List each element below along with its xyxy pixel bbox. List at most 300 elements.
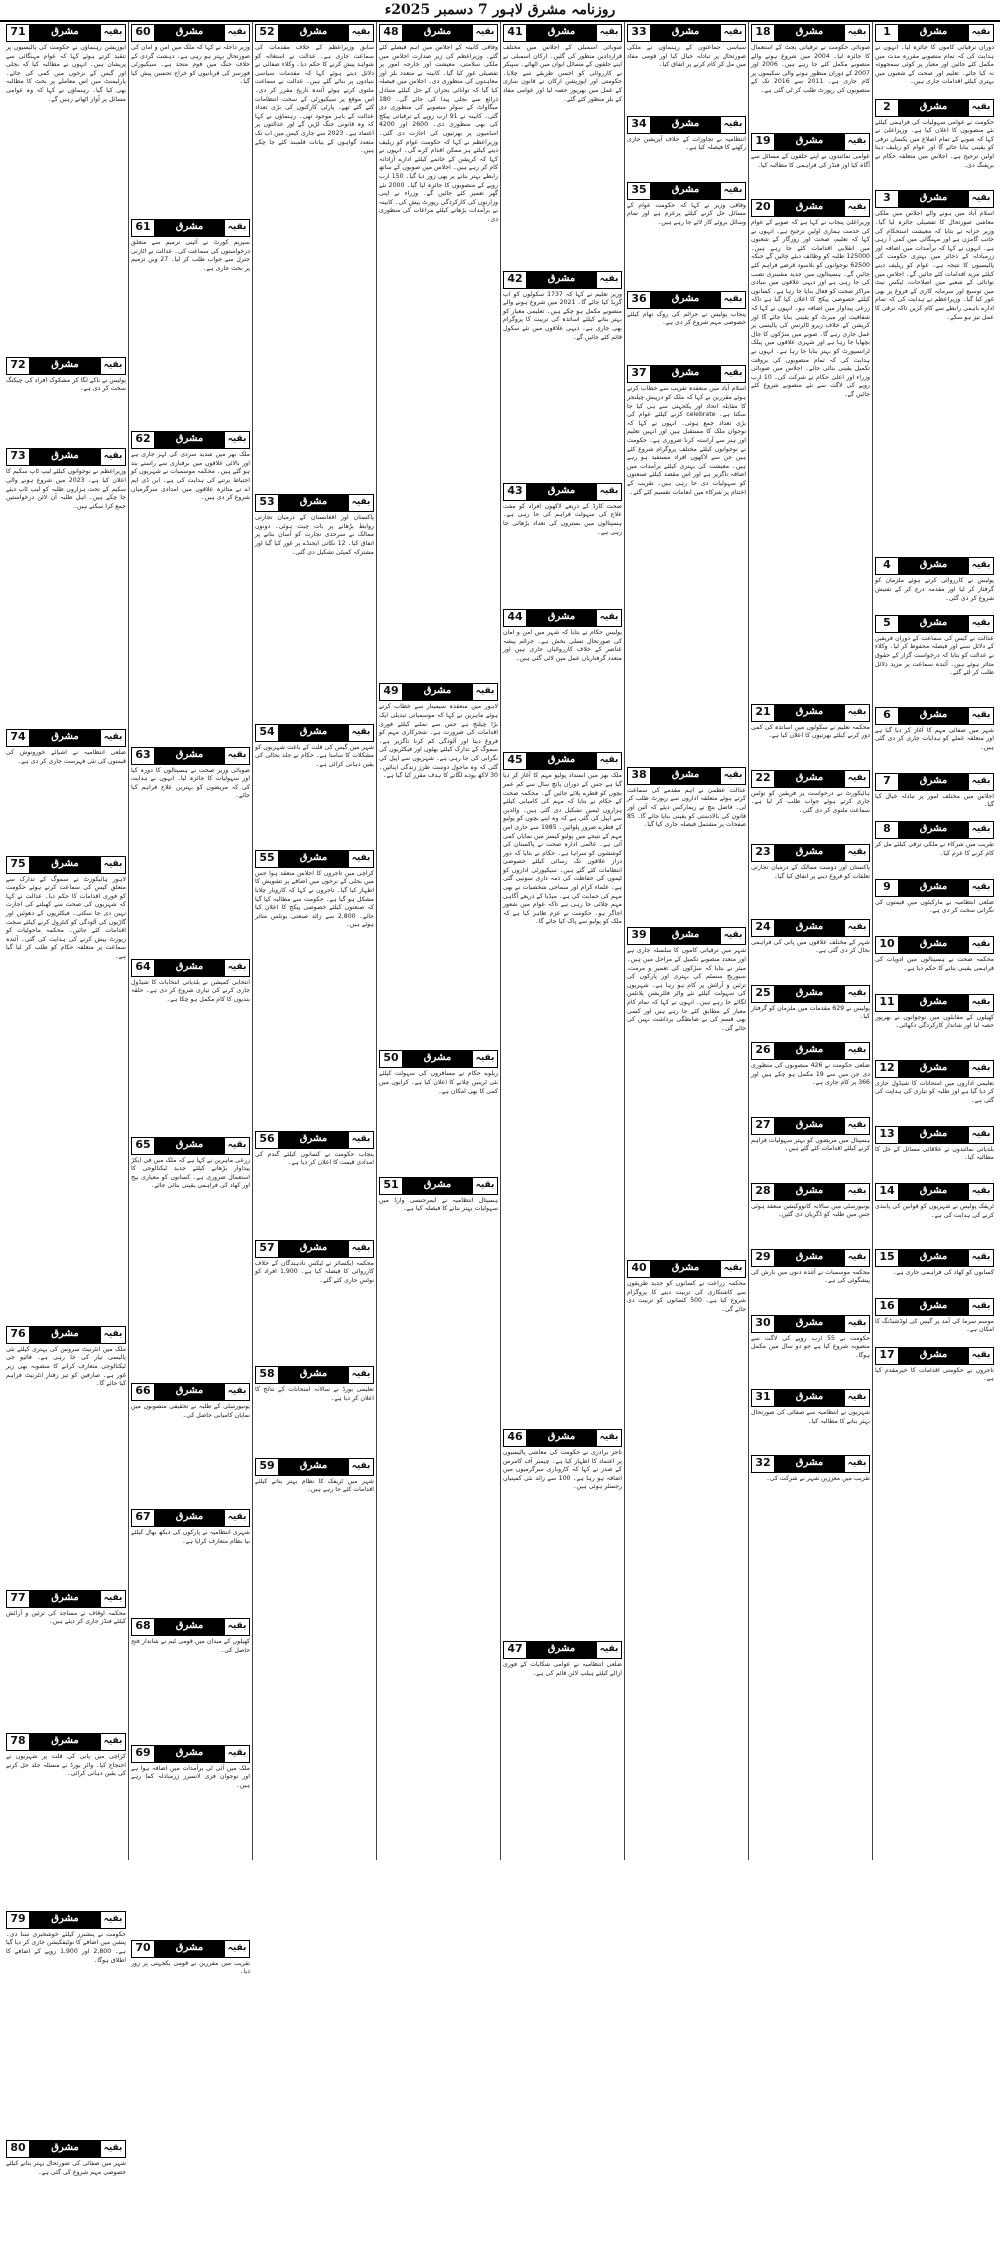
- article-text: بلدیاتی نمائندوں نے علاقائی مسائل کے حل کا مطالبہ کیا۔: [875, 1145, 994, 1162]
- baqiya-label: بقیہ: [472, 684, 497, 700]
- mashriq-label: مشرق: [775, 1043, 844, 1059]
- continuation-number: 4: [876, 558, 899, 574]
- mashriq-label: مشرق: [899, 774, 968, 790]
- baqiya-label: بقیہ: [720, 366, 745, 382]
- continuation-header: [255, 724, 374, 742]
- article-text: سابق وزیراعظم کے خلاف مقدمات کی سماعت جاری ہے۔ عدالت نے استغاثہ کو شواہد پیش کرنے کا حکم دیا۔ وکلاء صفائی نے دلائل دیتے ہوئے کہا کہ مقدمات سیاسی بنیادوں پر بنائے گئے ہیں۔ عدالت نے سماعت ملتوی کرتے ہوئے آئندہ تاریخ مقرر کر دی۔ اس موقع پر سیکیورٹی کے سخت انتظامات کئے گئے تھے۔ پارٹی کارکنوں کی بڑی تعداد عدالت کے باہر موجود تھی۔ رہنماؤں نے کہا کہ وہ قانونی جنگ لڑیں گے اور عدالتوں پر اعتماد ہے۔ 2023 سے جاری کیس میں اب تک متعدد گواہوں کے بیانات قلمبند کئے جا چکے ہیں۔: [255, 44, 374, 155]
- continuation-header: [875, 773, 994, 791]
- continuation-block: [751, 1389, 870, 1452]
- continuation-block: [751, 770, 870, 842]
- continuation-block: [875, 1126, 994, 1180]
- continuation-block: [875, 1060, 994, 1123]
- mashriq-label: مشرق: [30, 25, 100, 41]
- article-text: پولیس حکام نے بتایا کہ شہر میں امن و امان کی صورتحال تسلی بخش ہے۔ جرائم پیشہ عناصر کے خلاف کارروائیاں جاری ہیں اور متعدد گرفتاریاں عمل میں لائی گئی ہیں۔: [503, 628, 622, 662]
- continuation-block: [503, 752, 622, 1426]
- continuation-number: 59: [256, 1459, 279, 1475]
- continuation-block: [751, 844, 870, 916]
- continuation-block: [379, 1177, 498, 1283]
- continuation-header: [503, 1429, 622, 1447]
- newspaper-page: [4, 22, 996, 2176]
- mashriq-label: مشرق: [30, 730, 100, 746]
- continuation-block: [255, 1366, 374, 1455]
- article-text: سیاسی جماعتوں کے رہنماؤں نے ملکی صورتحال پر تبادلہ خیال کیا اور قومی مفاد میں مل کر کام کرنے پر اتفاق کیا۔: [627, 44, 746, 69]
- continuation-block: [503, 483, 622, 606]
- article-text: وزیراعلیٰ پنجاب نے کہا ہے کہ صوبے کے عوام کی خدمت ہماری اولین ترجیح ہے۔ انہوں نے کہا کہ تعلیم، صحت اور روزگار کے شعبوں میں انقلابی اقدامات کئے جا رہے ہیں۔ 125000 طلبہ کو وظائف دیئے جائیں گے جبکہ 62500 نوجوانوں کو بلاسود قرضے فراہم کئے جائیں گے۔ ہسپتالوں میں جدید مشینری نصب کی جا رہی ہے اور دیہی علاقوں میں بنیادی مراکز صحت کو فعال بنایا جا رہا ہے۔ کسانوں کیلئے خصوصی پیکج کا اعلان کیا گیا ہے تاکہ زرعی پیداوار میں اضافہ ہو۔ انہوں نے کہا کہ شفافیت اور میرٹ کو یقینی بنایا جائے گا اور کرپشن کے خلاف زیرو ٹالرنس کی پالیسی پر عمل جاری رہے گا۔ صوبے میں سڑکوں کا جال بچھایا جا رہا ہے اور شہری علاقوں میں پبلک ٹرانسپورٹ کو بہتر بنایا جا رہا ہے۔ انہوں نے ہدایت کی کہ تمام منصوبوں کی بروقت تکمیل یقینی بنائی جائے۔ اجلاس میں صوبائی وزراء اور اعلیٰ حکام نے شرکت کی۔ 10 ارب روپے کی لاگت سے نئے منصوبے شروع کئے جائیں گے۔: [751, 219, 871, 398]
- continuation-number: 69: [132, 1746, 155, 1762]
- continuation-number: 11: [876, 995, 899, 1011]
- continuation-header: [131, 24, 250, 42]
- continuation-header: [6, 2140, 126, 2158]
- continuation-number: 30: [752, 1316, 775, 1332]
- continuation-header: [751, 1183, 870, 1201]
- article-text: محکمہ صحت نے ہسپتالوں میں ادویات کی فراہمی یقینی بنانے کا حکم دیا ہے۔: [875, 956, 994, 972]
- continuation-header: [6, 1911, 126, 1929]
- baqiya-label: بقیہ: [844, 1118, 869, 1134]
- continuation-header: [751, 1389, 870, 1407]
- mashriq-label: مشرق: [775, 1184, 844, 1200]
- baqiya-label: بقیہ: [224, 220, 249, 236]
- mashriq-label: مشرق: [775, 1390, 844, 1406]
- article-text: تعلیمی بورڈ نے سالانہ امتحانات کے نتائج کا اعلان کر دیا ہے۔: [255, 1385, 374, 1402]
- news-column: [376, 22, 500, 1860]
- mashriq-label: مشرق: [899, 937, 968, 953]
- continuation-number: 36: [628, 292, 651, 308]
- continuation-number: 17: [876, 1348, 899, 1364]
- baqiya-label: بقیہ: [844, 1390, 869, 1406]
- continuation-block: [875, 821, 994, 875]
- article-text: ریلوے حکام نے مسافروں کی سہولت کیلئے نئی ٹرینیں چلانے کا اعلان کیا ہے۔ کرایوں میں کمی کا بھی امکان ہے۔: [379, 1070, 498, 1095]
- baqiya-label: بقیہ: [844, 1250, 869, 1266]
- baqiya-label: بقیہ: [844, 1043, 869, 1059]
- article-text: صوبائی وزیر صحت نے ہسپتالوں کا دورہ کیا اور سہولیات کا جائزہ لیا۔ انہوں نے ہدایت کی کہ مریضوں کو بہترین علاج فراہم کیا جائے۔: [131, 766, 250, 800]
- mashriq-label: مشرق: [775, 1250, 844, 1266]
- article-text: انتظامیہ نے تجاوزات کے خلاف آپریشن جاری رکھنے کا فیصلہ کیا ہے۔: [627, 135, 746, 152]
- baqiya-label: بقیہ: [968, 25, 993, 41]
- continuation-number: 52: [256, 25, 279, 41]
- article-text: اسلام آباد میں منعقدہ تقریب سے خطاب کرتے ہوئے مقررین نے کہا کہ ملک کو درپیش چیلنجز کا مقابلہ اتحاد اور یکجہتی سے ہی کیا جا سکتا ہے۔ celebrate کرنے کیلئے عوام کی بڑی تعداد جمع ہوئی۔ انہوں نے کہا کہ نوجوان ملک کا مستقبل ہیں اور انہیں تعلیم اور ہنر سے آراستہ کرنا ضروری ہے۔ حکومت نے نوجوانوں کیلئے مختلف پروگرام شروع کئے ہیں جن سے لاکھوں افراد مستفید ہو رہے ہیں۔ معیشت کی بہتری کیلئے برآمدات میں اضافہ ناگزیر ہے اور اس مقصد کیلئے صنعتوں کو سہولیات دی جا رہی ہیں۔ تقریب کے اختتام پر شرکاء میں انعامات تقسیم کئے گئے۔: [627, 385, 746, 496]
- article-text: موسم سرما کی آمد پر گیس کی لوڈشیڈنگ کا امکان ہے۔: [875, 1317, 994, 1334]
- continuation-header: [751, 1315, 870, 1333]
- continuation-header: [751, 985, 870, 1003]
- baqiya-label: بقیہ: [348, 851, 373, 867]
- continuation-number: 29: [752, 1250, 775, 1266]
- continuation-number: 47: [504, 1642, 527, 1658]
- news-column: [624, 22, 748, 1860]
- baqiya-label: بقیہ: [844, 200, 869, 216]
- continuation-header: [255, 494, 374, 512]
- article-text: کراچی میں تاجروں کا اجلاس منعقد ہوا جس میں بجلی کے نرخوں میں اضافے پر تشویش کا اظہار کیا گیا۔ تاجروں نے کہا کہ کاروبار چلانا مشکل ہو گیا ہے۔ حکومت سے مطالبہ کیا گیا کہ صنعتوں کیلئے خصوصی پیکج کا اعلان کیا جائے۔ 2,800 سے زائد صنعتی یونٹس متاثر ہوئے ہیں۔: [255, 869, 374, 929]
- article-text: ضلعی انتظامیہ نے عوامی شکایات کے فوری ازالے کیلئے ہیلپ لائن قائم کی ہے۔: [503, 1661, 622, 1677]
- baqiya-label: بقیہ: [100, 730, 125, 746]
- mashriq-label: مشرق: [775, 986, 844, 1002]
- mashriq-label: مشرق: [899, 1299, 968, 1315]
- baqiya-label: بقیہ: [348, 1241, 373, 1257]
- continuation-block: [255, 1131, 374, 1237]
- continuation-header: [627, 365, 746, 383]
- continuation-number: 71: [7, 25, 30, 41]
- mashriq-label: مشرق: [899, 995, 968, 1011]
- continuation-number: 65: [132, 1138, 155, 1154]
- continuation-number: 51: [380, 1178, 403, 1194]
- baqiya-label: بقیہ: [720, 117, 745, 133]
- baqiya-label: بقیہ: [968, 1299, 993, 1315]
- article-text: سپریم کورٹ نے آئینی ترمیم سے متعلق درخواستوں کی سماعت کی۔ عدالت نے اٹارنی جنرل سے جواب طلب کر لیا۔ 27 ویں ترمیم پر بحث جاری ہے۔: [131, 239, 250, 272]
- continuation-header: [131, 959, 250, 977]
- baqiya-label: بقیہ: [968, 1348, 993, 1364]
- continuation-header: [131, 1618, 250, 1636]
- continuation-block: [255, 724, 374, 847]
- baqiya-label: بقیہ: [348, 25, 373, 41]
- continuation-header: [255, 1458, 374, 1476]
- baqiya-label: بقیہ: [720, 292, 745, 308]
- continuation-block: [751, 1455, 870, 1492]
- mashriq-label: مشرق: [30, 1327, 100, 1343]
- baqiya-label: بقیہ: [968, 558, 993, 574]
- article-text: ہسپتال انتظامیہ نے ایمرجنسی وارڈ میں سہولیات بہتر بنانے کا فیصلہ کیا ہے۔: [379, 1196, 498, 1213]
- continuation-block: [875, 879, 994, 933]
- continuation-block: [131, 959, 250, 1134]
- mashriq-label: مشرق: [527, 753, 596, 769]
- baqiya-label: بقیہ: [100, 358, 125, 374]
- baqiya-label: بقیہ: [968, 100, 993, 116]
- baqiya-label: بقیہ: [844, 845, 869, 861]
- baqiya-label: بقیہ: [348, 1367, 373, 1383]
- continuation-number: 46: [504, 1430, 527, 1446]
- continuation-header: [503, 24, 622, 42]
- continuation-block: [6, 24, 126, 354]
- article-text: محکمہ تعلیم نے سکولوں میں اساتذہ کی کمی دور کرنے کیلئے بھرتیوں کا اعلان کیا ہے۔: [751, 723, 870, 740]
- continuation-block: [751, 1042, 870, 1114]
- continuation-number: 2: [876, 100, 899, 116]
- mashriq-label: مشرق: [30, 1591, 100, 1607]
- continuation-header: [751, 1117, 870, 1135]
- continuation-number: 45: [504, 753, 527, 769]
- mashriq-label: مشرق: [899, 1250, 968, 1266]
- news-column: [500, 22, 624, 1860]
- mashriq-label: مشرق: [155, 1138, 224, 1154]
- article-text: شہر کے مختلف علاقوں میں پانی کی فراہمی بحال کر دی گئی ہے۔: [751, 938, 870, 955]
- baqiya-label: بقیہ: [720, 25, 745, 41]
- article-text: حکومت نے پنشنرز کیلئے خوشخبری سنا دی۔ پنشن میں اضافے کا نوٹیفکیشن جاری کر دیا گیا ہے۔ 2,800 اور 1,900 روپے کے اضافے کا اطلاق ہوگا۔: [6, 1930, 126, 1964]
- article-text: زرعی ماہرین نے کہا ہے کہ ملک میں فی ایکڑ پیداوار بڑھانے کیلئے جدید ٹیکنالوجی کا استعمال ضروری ہے۔ کسانوں کو معیاری بیج اور کھاد کی فراہمی یقینی بنائی جائے۔: [131, 1156, 250, 1190]
- article-text: ملک میں آئی ٹی برآمدات میں اضافہ ہوا ہے اور نوجوان فری لانسرز زرمبادلہ کما رہے ہیں۔: [131, 1764, 250, 1789]
- continuation-number: 31: [752, 1390, 775, 1406]
- baqiya-label: بقیہ: [348, 1132, 373, 1148]
- continuation-block: [6, 729, 126, 852]
- article-text: انتخابی کمیشن نے بلدیاتی انتخابات کا شیڈول جاری کرنے کی تیاری شروع کر دی ہے۔ حلقہ بندیوں کا کام مکمل ہو چکا ہے۔: [131, 978, 250, 1003]
- mashriq-label: مشرق: [155, 1941, 224, 1957]
- continuation-number: 8: [876, 822, 899, 838]
- baqiya-label: بقیہ: [844, 986, 869, 1002]
- continuation-block: [255, 850, 374, 1128]
- continuation-block: [379, 24, 498, 680]
- baqiya-label: بقیہ: [844, 920, 869, 936]
- baqiya-label: بقیہ: [596, 272, 621, 288]
- mashriq-label: مشرق: [899, 1184, 968, 1200]
- baqiya-label: بقیہ: [968, 1061, 993, 1077]
- mashriq-label: مشرق: [775, 134, 844, 150]
- article-text: لاہور ہائیکورٹ نے سموگ کے تدارک سے متعلق کیس کی سماعت کرتے ہوئے حکومت کو فوری اقدامات کا حکم دیا۔ عدالت نے کہا کہ شہریوں کی صحت سے کھیلنے کی اجازت نہیں دی جا سکتی۔ فیکٹریوں کے دھوئیں اور گاڑیوں کی آلودگی کو کنٹرول کرنے کیلئے سخت اقدامات کئے جائیں۔ محکمہ ماحولیات کو رپورٹ پیش کرنے کی ہدایت کی گئی۔ آئندہ سماعت پر متعلقہ حکام کو طلب کر لیا گیا ہے۔: [6, 875, 126, 960]
- article-text: پنجاب پولیس نے جرائم کی روک تھام کیلئے خصوصی مہم شروع کر دی ہے۔: [627, 310, 746, 327]
- article-text: وفاقی کابینہ کے اجلاس میں اہم فیصلے کئے گئے۔ وزیراعظم کی زیر صدارت اجلاس میں ملکی سلامتی، معیشت اور خارجہ امور پر تفصیلی غور کیا گیا۔ کابینہ نے متعدد بلز اور معاہدوں کی منظوری دی۔ اجلاس میں فیصلہ کیا گیا کہ توانائی بحران کے حل کیلئے متبادل ذرائع سے بجلی پیدا کی جائے گی۔ 180 میگاواٹ کے سولر منصوبے کی منظوری دی گئی۔ کابینہ نے 91 ارب روپے کے ترقیاتی پیکج کی بھی منظوری دی۔ 2600 اور 4200 اسامیوں پر بھرتیوں کی اجازت دی گئی۔ وزیراعظم نے کہا کہ حکومت عوام کو ریلیف دینے کیلئے ہر ممکن اقدام کرے گی۔ انہوں نے کہا کہ کرپشن کے خاتمے کیلئے ادارے آزادانہ کام کر رہے ہیں۔ اجلاس میں صوبوں کے ساتھ رابطے بہتر بنانے پر بھی زور دیا گیا۔ 150 ارب روپے کے منصوبوں کا جائزہ لیا گیا۔ 2000 نئے گھر تعمیر کئے جائیں گے۔ وزراء نے اپنی وزارتوں کی کارکردگی رپورٹ پیش کی۔ کابینہ نے برآمدات بڑھانے کیلئے مراعات کی منظوری دی۔: [379, 44, 499, 223]
- baqiya-label: بقیہ: [968, 1250, 993, 1266]
- mashriq-label: مشرق: [899, 880, 968, 896]
- continuation-header: [131, 1940, 250, 1958]
- mashriq-label: مشرق: [651, 117, 720, 133]
- mashriq-label: مشرق: [279, 1132, 348, 1148]
- article-text: ملک بھر میں شدید سردی کی لہر جاری ہے اور بالائی علاقوں میں برفباری سے راستے بند ہو گئے ہیں۔ محکمہ موسمیات نے شہریوں کو احتیاط برتنے کی ہدایت کی ہے۔ این ڈی ایم اے نے متاثرہ علاقوں میں امدادی سرگرمیاں شروع کر دی ہیں۔: [131, 451, 250, 502]
- baqiya-label: بقیہ: [596, 484, 621, 500]
- baqiya-label: بقیہ: [224, 1138, 249, 1154]
- mashriq-label: مشرق: [899, 616, 968, 632]
- baqiya-label: بقیہ: [968, 774, 993, 790]
- continuation-header: [131, 747, 250, 765]
- mashriq-label: مشرق: [527, 484, 596, 500]
- continuation-header: [503, 752, 622, 770]
- article-text: وفاقی وزیر نے کہا کہ حکومت عوام کے مسائل حل کرنے کیلئے پرعزم ہے اور تمام وسائل بروئے کار لائے جا رہے ہیں۔: [627, 201, 746, 226]
- mashriq-label: مشرق: [651, 292, 720, 308]
- continuation-number: 35: [628, 183, 651, 199]
- baqiya-label: بقیہ: [472, 1051, 497, 1067]
- continuation-number: 21: [752, 705, 775, 721]
- continuation-header: [875, 1060, 994, 1078]
- mashriq-label: مشرق: [527, 25, 596, 41]
- article-text: وزیر داخلہ نے کہا کہ ملک میں امن و امان کی صورتحال بہتر ہو رہی ہے۔ دہشت گردی کے خلاف جنگ میں قوم متحد ہے۔ سیکیورٹی فورسز کی قربانیوں کو خراج تحسین پیش کیا گیا۔: [131, 44, 250, 86]
- mashriq-label: مشرق: [899, 1061, 968, 1077]
- continuation-header: [131, 1137, 250, 1155]
- article-text: پولیس نے ناکے لگا کر مشکوک افراد کی چیکنگ سخت کر دی ہے۔: [6, 376, 126, 393]
- mashriq-label: مشرق: [899, 1127, 968, 1143]
- continuation-header: [751, 1249, 870, 1267]
- baqiya-label: بقیہ: [968, 1184, 993, 1200]
- baqiya-label: بقیہ: [968, 822, 993, 838]
- continuation-header: [751, 919, 870, 937]
- continuation-block: [627, 24, 746, 113]
- article-text: وزیر تعلیم نے کہا کہ 1737 سکولوں کو اپ گریڈ کیا جائے گا۔ 2021 میں شروع ہونے والے منصوبے مکمل ہو چکے ہیں۔ تعلیمی معیار کو بہتر بنانے کیلئے اساتذہ کی تربیت کا پروگرام بھی جاری ہے۔ دیہی علاقوں میں نئے سکول قائم کئے جائیں گے۔: [503, 290, 622, 341]
- continuation-number: 19: [752, 134, 775, 150]
- continuation-block: [875, 99, 994, 188]
- article-text: تعلیمی اداروں میں امتحانات کا شیڈول جاری کر دیا گیا ہے اور طلبہ کو تیاری کی ہدایت کی گئی ہے۔: [875, 1079, 994, 1104]
- article-text: شہر میں صفائی مہم کا آغاز کر دیا گیا ہے اور متعلقہ عملے کو ہدایات جاری کر دی گئی ہیں۔: [875, 726, 994, 751]
- continuation-number: 58: [256, 1367, 279, 1383]
- continuation-number: 73: [7, 449, 30, 465]
- continuation-header: [6, 856, 126, 874]
- article-text: اجلاس میں مختلف امور پر تبادلہ خیال کیا گیا۔: [875, 792, 994, 809]
- continuation-number: 1: [876, 25, 899, 41]
- baqiya-label: بقیہ: [348, 495, 373, 511]
- continuation-number: 49: [380, 684, 403, 700]
- continuation-block: [379, 1050, 498, 1173]
- continuation-header: [6, 729, 126, 747]
- baqiya-label: بقیہ: [596, 25, 621, 41]
- baqiya-label: بقیہ: [844, 1456, 869, 1472]
- mashriq-label: مشرق: [30, 857, 100, 873]
- article-text: کراچی میں پانی کی قلت پر شہریوں نے احتجاج کیا۔ واٹر بورڈ نے مسئلہ جلد حل کرنے کی یقین دہانی کرائی۔: [6, 1752, 126, 1778]
- continuation-number: 33: [628, 25, 651, 41]
- continuation-header: [627, 182, 746, 200]
- continuation-number: 32: [752, 1456, 775, 1472]
- continuation-block: [131, 1745, 250, 1937]
- continuation-header: [875, 1183, 994, 1201]
- continuation-header: [6, 24, 126, 42]
- continuation-header: [875, 1249, 994, 1267]
- article-text: تقریب میں مقررین نے قومی یکجہتی پر زور دیا۔: [131, 1959, 250, 1976]
- article-text: محکمہ اوقاف نے مساجد کی تزئین و آرائش کیلئے فنڈز جاری کر دیئے ہیں۔: [6, 1609, 126, 1626]
- continuation-header: [875, 24, 994, 42]
- continuation-number: 57: [256, 1241, 279, 1257]
- continuation-number: 41: [504, 25, 527, 41]
- continuation-number: 64: [132, 960, 155, 976]
- mashriq-label: مشرق: [30, 2141, 100, 2157]
- article-text: شہر میں ترقیاتی کاموں کا سلسلہ جاری ہے اور متعدد منصوبے تکمیل کے مراحل میں ہیں۔ میئر نے بتایا کہ سڑکوں کی تعمیر و مرمت، سیوریج سسٹم کی بہتری اور پارکوں کی تزئین و آرائش پر کام ہو رہا ہے۔ شہریوں کی سہولت کیلئے نئے واٹر فلٹریشن پلانٹس لگائے جا رہے ہیں۔ انہوں نے کہا کہ تمام کام معیار کے مطابق کئے جا رہے ہیں اور کسی بھی قسم کی بے ضابطگی برداشت نہیں کی جائے گی۔: [627, 947, 746, 1032]
- continuation-block: [627, 291, 746, 363]
- baqiya-label: بقیہ: [844, 771, 869, 787]
- continuation-number: 7: [876, 774, 899, 790]
- continuation-block: [6, 1326, 126, 1587]
- continuation-header: [627, 767, 746, 785]
- article-text: ہائیکورٹ نے درخواست پر فریقین کو نوٹس جاری کرتے ہوئے جواب طلب کر لیا ہے۔ سماعت ملتوی کر دی گئی۔: [751, 789, 870, 814]
- article-text: تاجر برادری نے حکومت کی معاشی پالیسیوں پر اعتماد کا اظہار کیا ہے۔ چیمبر آف کامرس کے صدر نے کہا کہ کاروباری سرگرمیوں میں اضافہ ہو رہا ہے۔ 100 سے زائد نئی کمپنیاں رجسٹر ہوئی ہیں۔: [503, 1448, 622, 1491]
- continuation-block: [751, 1315, 870, 1387]
- article-text: تاجروں نے حکومتی اقدامات کا خیرمقدم کیا ہے۔: [875, 1366, 994, 1383]
- continuation-number: 53: [256, 495, 279, 511]
- continuation-block: [875, 707, 994, 770]
- continuation-block: [6, 2140, 126, 2263]
- news-column: [4, 22, 128, 2176]
- continuation-block: [875, 1183, 994, 1246]
- baqiya-label: بقیہ: [720, 768, 745, 784]
- mashriq-label: مشرق: [279, 725, 348, 741]
- baqiya-label: بقیہ: [720, 183, 745, 199]
- continuation-block: [751, 985, 870, 1039]
- continuation-block: [875, 615, 994, 704]
- continuation-block: [255, 1458, 374, 1512]
- continuation-block: [6, 856, 126, 1323]
- continuation-block: [875, 190, 994, 554]
- mashriq-label: مشرق: [403, 25, 472, 41]
- mashriq-label: مشرق: [899, 100, 968, 116]
- continuation-block: [131, 1618, 250, 1741]
- mashriq-label: مشرق: [651, 928, 720, 944]
- continuation-header: [875, 1126, 994, 1144]
- continuation-number: 15: [876, 1250, 899, 1266]
- continuation-block: [6, 1911, 126, 2137]
- baqiya-label: بقیہ: [100, 1734, 125, 1750]
- news-column: [128, 22, 252, 1976]
- continuation-header: [627, 927, 746, 945]
- continuation-block: [875, 773, 994, 819]
- continuation-number: 18: [752, 25, 775, 41]
- mashriq-label: مشرق: [279, 1367, 348, 1383]
- article-text: اسلام آباد میں ہونے والے اجلاس میں ملکی معاشی صورتحال کا تفصیلی جائزہ لیا گیا۔ وزیر خزانہ نے بتایا کہ معیشت استحکام کی جانب گامزن ہے اور مہنگائی میں کمی آ رہی ہے۔ انہوں نے کہا کہ برآمدات میں اضافہ اور زرمبادلہ کے ذخائر میں بہتری حکومت کی پالیسیوں کا نتیجہ ہے۔ عوام کو ریلیف دینے کیلئے مزید اقدامات کئے جائیں گے۔ اجلاس میں توانائی کے شعبے میں اصلاحات، ٹیکس نیٹ میں توسیع اور سرمایہ کاری کے فروغ پر بھی غور کیا گیا۔ وزیراعظم نے ہدایت کی کہ تمام ادارے باہمی رابطے سے کام کریں تاکہ ترقی کا عمل تیز ہو سکے۔: [875, 210, 994, 321]
- continuation-number: 3: [876, 191, 899, 207]
- continuation-block: [875, 1347, 994, 1393]
- baqiya-label: بقیہ: [968, 937, 993, 953]
- baqiya-label: بقیہ: [348, 725, 373, 741]
- continuation-block: [503, 609, 622, 749]
- article-text: محکمہ ایکسائز نے ٹیکس نادہندگان کے خلاف کارروائی کا فیصلہ کیا ہے۔ 1,900 افراد کو نوٹس جاری کئے گئے۔: [255, 1259, 374, 1284]
- continuation-header: [255, 850, 374, 868]
- continuation-header: [255, 24, 374, 42]
- continuation-number: 13: [876, 1127, 899, 1143]
- continuation-number: 66: [132, 1384, 155, 1400]
- baqiya-label: بقیہ: [224, 1941, 249, 1957]
- mashriq-label: مشرق: [651, 768, 720, 784]
- continuation-number: 24: [752, 920, 775, 936]
- continuation-block: [255, 24, 374, 491]
- continuation-block: [255, 1240, 374, 1363]
- article-text: پنجاب حکومت نے کسانوں کیلئے گندم کی امدادی قیمت کا اعلان کر دیا ہے۔: [255, 1150, 374, 1167]
- continuation-block: [255, 494, 374, 720]
- mashriq-label: مشرق: [899, 25, 968, 41]
- continuation-header: [503, 271, 622, 289]
- article-text: لاہور میں منعقدہ سیمینار سے خطاب کرتے ہوئے ماہرین نے کہا کہ موسمیاتی تبدیلی ایک بڑا چیلنج ہے جس سے نمٹنے کیلئے فوری اقدامات کی ضرورت ہے۔ شجرکاری مہم کو فروغ دینا اور آلودگی کم کرنا ناگزیر ہے۔ سموگ کے تدارک کیلئے بھٹوں اور فیکٹریوں کی نگرانی کی جا رہی ہے۔ شہریوں سے اپیل کی گئی کہ وہ ماحول دوست طرز زندگی اپنائیں۔ 30 لاکھ پودے لگانے کا ہدف مقرر کیا گیا ہے۔: [379, 703, 498, 780]
- continuation-header: [751, 133, 870, 151]
- continuation-number: 38: [628, 768, 651, 784]
- continuation-number: 5: [876, 616, 899, 632]
- article-text: ملک بھر میں انسداد پولیو مہم کا آغاز کر دیا گیا ہے جس کے دوران پانچ سال سے کم عمر بچوں کو قطرے پلائے جائیں گے۔ محکمہ صحت کے حکام نے بتایا کہ مہم کی کامیابی کیلئے ہزاروں ٹیمیں تشکیل دی گئی ہیں۔ والدین سے اپیل کی گئی ہے کہ وہ اپنے بچوں کو پولیو کے قطرے ضرور پلوائیں۔ 1985 سے جاری اس مہم کے نتیجے میں پولیو کیسز میں نمایاں کمی آئی ہے۔ عالمی ادارہ صحت نے پاکستان کی کوششوں کو سراہا ہے۔ حکام نے بتایا کہ دور دراز علاقوں تک رسائی کیلئے خصوصی انتظامات کئے گئے ہیں۔ سیکیورٹی اداروں کو ٹیموں کی حفاظت کی ذمہ داری سونپی گئی ہے۔ علماء کرام اور سماجی شخصیات نے بھی مہم کی حمایت کی ہے۔ میڈیا کے ذریعے آگاہی مہم چلائی جا رہی ہے تاکہ عوام میں شعور اجاگر ہو۔ حکومت نے عزم ظاہر کیا ہے کہ ملک کو پولیو سے پاک کیا جائے گا۔: [503, 772, 622, 926]
- continuation-header: [131, 431, 250, 449]
- baqiya-label: بقیہ: [596, 610, 621, 626]
- continuation-header: [379, 683, 498, 701]
- baqiya-label: بقیہ: [100, 25, 125, 41]
- mashriq-label: مشرق: [775, 845, 844, 861]
- baqiya-label: بقیہ: [224, 748, 249, 764]
- baqiya-label: بقیہ: [968, 708, 993, 724]
- continuation-block: [751, 1117, 870, 1180]
- baqiya-label: بقیہ: [596, 753, 621, 769]
- baqiya-label: بقیہ: [224, 1746, 249, 1762]
- continuation-block: [875, 936, 994, 990]
- article-text: اپوزیشن رہنماؤں نے حکومت کی پالیسیوں پر تنقید کرتے ہوئے کہا کہ عوام مہنگائی سے پریشان ہیں۔ انہوں نے مطالبہ کیا کہ بجلی اور گیس کے نرخوں میں کمی کی جائے۔ پارلیمنٹ میں اس معاملے پر بحث کا مطالبہ بھی کیا گیا۔ رہنماؤں نے کہا کہ وہ عوامی مسائل پر آواز اٹھاتے رہیں گے۔: [6, 44, 126, 103]
- continuation-block: [627, 182, 746, 288]
- continuation-header: [875, 936, 994, 954]
- baqiya-label: بقیہ: [844, 705, 869, 721]
- continuation-header: [131, 219, 250, 237]
- mashriq-label: مشرق: [155, 748, 224, 764]
- continuation-block: [131, 431, 250, 743]
- mashriq-label: مشرق: [651, 183, 720, 199]
- mashriq-label: مشرق: [899, 708, 968, 724]
- continuation-number: 16: [876, 1299, 899, 1315]
- article-text: پاکستان اور افغانستان کے درمیان تجارتی روابط بڑھانے پر بات چیت ہوئی۔ دونوں ممالک نے سرحدی تجارت کو آسان بنانے پر اتفاق کیا۔ 12 نکاتی ایجنڈے پر غور کیا گیا اور مشترکہ کمیٹی تشکیل دی گئی۔: [255, 514, 375, 556]
- continuation-number: 28: [752, 1184, 775, 1200]
- continuation-block: [751, 1183, 870, 1246]
- continuation-block: [503, 1429, 622, 1638]
- continuation-header: [751, 844, 870, 862]
- continuation-block: [875, 1249, 994, 1295]
- mashriq-label: مشرق: [30, 449, 100, 465]
- baqiya-label: بقیہ: [968, 191, 993, 207]
- news-column: [872, 22, 996, 1860]
- continuation-number: 77: [7, 1591, 30, 1607]
- continuation-header: [875, 1298, 994, 1316]
- article-text: دوران ترقیاتی کاموں کا جائزہ لیا۔ انہوں نے ہدایت کی کہ تمام منصوبے مقررہ مدت میں مکمل کئے جائیں اور معیار پر کوئی سمجھوتہ نہ کیا جائے۔ تعلیم اور صحت کے شعبوں میں بہتری کیلئے اقدامات جاری ہیں۔: [875, 44, 994, 86]
- article-text: محکمہ زراعت نے کسانوں کو جدید طریقوں سے کاشتکاری کی تربیت دینے کا پروگرام شروع کیا ہے۔ 500 کسانوں کو تربیت دی جائے گی۔: [627, 1279, 746, 1313]
- continuation-block: [6, 1590, 126, 1730]
- baqiya-label: بقیہ: [224, 1619, 249, 1635]
- baqiya-label: بقیہ: [844, 1184, 869, 1200]
- mashriq-label: مشرق: [527, 1642, 596, 1658]
- baqiya-label: بقیہ: [224, 1510, 249, 1526]
- continuation-number: 9: [876, 880, 899, 896]
- continuation-number: 78: [7, 1734, 30, 1750]
- mashriq-label: مشرق: [775, 25, 844, 41]
- continuation-number: 12: [876, 1061, 899, 1077]
- article-text: پاکستان اور دوست ممالک کے درمیان تجارتی تعلقات کو فروغ دینے پر اتفاق کیا گیا۔: [751, 864, 870, 880]
- continuation-block: [627, 365, 746, 763]
- continuation-header: [379, 24, 498, 42]
